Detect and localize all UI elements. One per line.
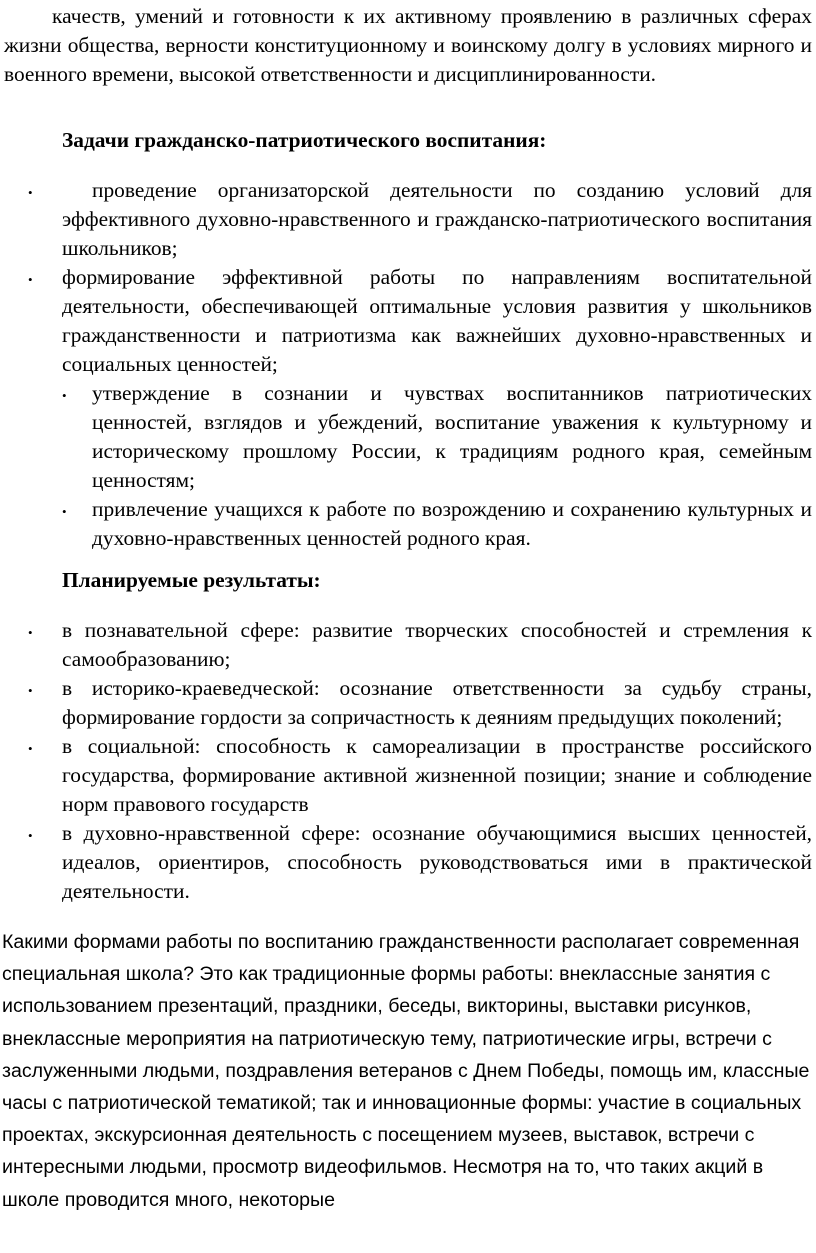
list-item-text: проведение организаторской деятельности по созданию условий для эффективного духовно-нравственного и гражданско-патриотического воспитания школьников; <box>62 178 812 260</box>
list-item-text: в духовно-нравственной сфере: осознание обучающимися высших ценностей, идеалов, ориентиров, способность руководствоваться ими в практической деятельности. <box>62 821 812 903</box>
results-list <box>28 616 812 906</box>
list-item <box>28 732 812 819</box>
tasks-heading: Задачи гражданско-патриотического воспитания: <box>62 128 547 152</box>
list-item <box>28 819 812 906</box>
list-item <box>28 263 812 379</box>
tasks-list <box>28 176 812 553</box>
list-item <box>62 495 812 553</box>
list-item <box>28 674 812 732</box>
closing-paragraph: Какими формами работы по воспитанию гражданственности располагает современная специальная школа? Это как традиционные формы работы: внеклассные занятия с использованием презентаций, праздники, беседы, викторины, выставки рисунков, внеклассные мероприятия на патриотическую тему, патриотические игры, встречи с заслуженными людьми, поздравления ветеранов с Днем Победы, помощь им, классные часы с патриотической тематикой; так и инновационные формы: участие в социальных проектах, экскурсионная деятельность с посещением музеев, выставок, встречи с интересными людьми, просмотр видеофильмов. Несмотря на то, что таких акций в школе проводится много, некоторые <box>2 931 810 1211</box>
results-heading: Планируемые результаты: <box>62 568 321 592</box>
bullet-icon: • <box>28 741 33 756</box>
list-item <box>62 379 812 495</box>
bullet-icon: • <box>28 185 33 200</box>
bullet-icon: • <box>62 504 67 519</box>
list-item <box>28 616 812 674</box>
bullet-icon: • <box>28 272 33 287</box>
bullet-icon: • <box>28 828 33 843</box>
list-item-text: утверждение в сознании и чувствах воспитанников патриотических ценностей, взглядов и убеждений, воспитание уважения к культурному и историческому прошлому России, к традициям родного края, семейным ценностям; <box>92 381 812 492</box>
list-item-text: формирование эффективной работы по направлениям воспитательной деятельности, обеспечивающей оптимальные условия развития у школьников гражданственности и патриотизма как важнейших духовно-нравственных и социальных ценностей; <box>62 265 812 376</box>
list-item-text: в познавательной сфере: развитие творческих способностей и стремления к самообразованию; <box>62 618 812 671</box>
bullet-icon: • <box>62 388 67 403</box>
list-item <box>28 176 812 263</box>
list-item-text: в социальной: способность к самореализации в пространстве российского государства, формирование активной жизненной позиции; знание и соблюдение норм правового государств <box>62 734 812 816</box>
intro-paragraph: качеств, умений и готовности к их активному проявлению в различных сферах жизни общества, верности конституционному и воинскому долгу в условиях мирного и военного времени, высокой ответственности и дисциплинированности. <box>4 4 812 86</box>
bullet-icon: • <box>28 625 33 640</box>
bullet-icon: • <box>28 683 33 698</box>
list-item-text: в историко-краеведческой: осознание ответственности за судьбу страны, формирование гордости за сопричастность к деяниям предыдущих поколений; <box>62 676 812 729</box>
list-item-text: привлечение учащихся к работе по возрождению и сохранению культурных и духовно-нравственных ценностей родного края. <box>92 497 812 550</box>
